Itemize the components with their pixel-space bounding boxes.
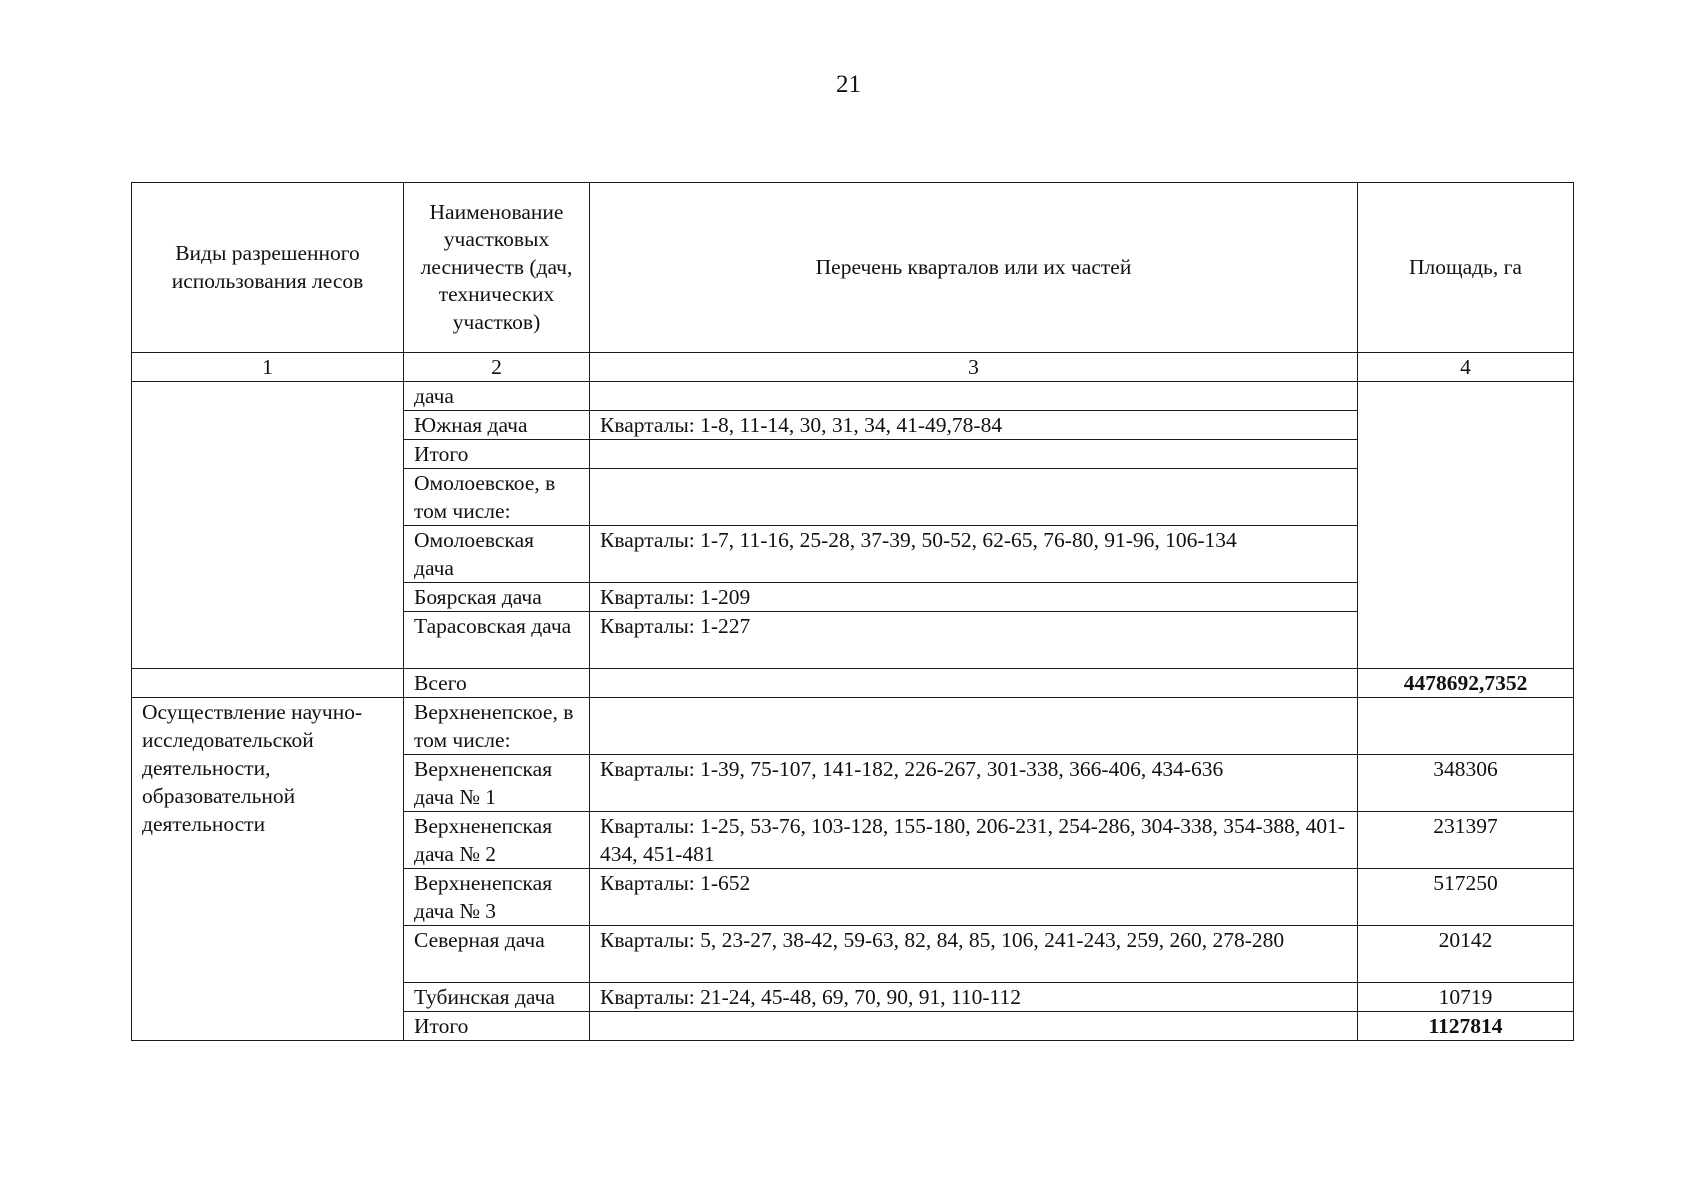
subtotal-label: Итого [404, 1012, 590, 1041]
use-type-cell [132, 669, 404, 698]
quarters-cell: Кварталы: 5, 23-27, 38-42, 59-63, 82, 84, 85, 106, 241-243, 259, 260, 278-280 [590, 926, 1358, 983]
quarters-cell: Кварталы: 1-652 [590, 869, 1358, 926]
quarters-cell [590, 669, 1358, 698]
quarters-cell: Кварталы: 1-39, 75-107, 141-182, 226-267, 301-338, 366-406, 434-636 [590, 755, 1358, 812]
quarters-cell: Кварталы: 1-227 [590, 612, 1358, 669]
table-row [132, 698, 1574, 755]
total-label: Всего [404, 669, 590, 698]
area-cell: 348306 [1358, 755, 1574, 812]
quarters-cell [590, 1012, 1358, 1041]
quarters-cell [590, 698, 1358, 755]
forestry-name-cell: Тарасовская дача [404, 612, 590, 669]
forestry-name-cell: дача [404, 382, 590, 411]
quarters-cell: Кварталы: 1-7, 11-16, 25-28, 37-39, 50-52, 62-65, 76-80, 91-96, 106-134 [590, 526, 1358, 583]
column-number: 1 [132, 353, 404, 382]
quarters-cell: Кварталы: 1-8, 11-14, 30, 31, 34, 41-49,78-84 [590, 411, 1358, 440]
quarters-cell: Кварталы: 1-25, 53-76, 103-128, 155-180, 206-231, 254-286, 304-338, 354-388, 401-434, 451-481 [590, 812, 1358, 869]
total-row [132, 669, 1574, 698]
forestry-name-cell: Верхненепское, в том числе: [404, 698, 590, 755]
subtotal-area-value: 1127814 [1358, 1012, 1574, 1041]
use-type-cell: Осуществление научно-исследовательской деятельности, образовательной деятельности [132, 698, 404, 1041]
forestry-name-cell: Боярская дача [404, 583, 590, 612]
area-cell: 20142 [1358, 926, 1574, 983]
forestry-name-cell: Верхненепская дача № 3 [404, 869, 590, 926]
area-cell [1358, 382, 1574, 669]
forest-use-table [131, 182, 1574, 1041]
use-type-cell [132, 382, 404, 669]
area-cell: 231397 [1358, 812, 1574, 869]
area-cell [1358, 698, 1574, 755]
subtotal-label: Итого [404, 440, 590, 469]
column-number: 2 [404, 353, 590, 382]
forestry-name-cell: Верхненепская дача № 1 [404, 755, 590, 812]
quarters-cell [590, 440, 1358, 469]
table-header-row [132, 183, 1574, 353]
forestry-name-cell: Омолоевская дача [404, 526, 590, 583]
column-number: 4 [1358, 353, 1574, 382]
forestry-name-cell: Тубинская дача [404, 983, 590, 1012]
page-number: 21 [836, 71, 861, 98]
forestry-name-cell: Северная дача [404, 926, 590, 983]
quarters-cell: Кварталы: 21-24, 45-48, 69, 70, 90, 91, 110-112 [590, 983, 1358, 1012]
header-area: Площадь, га [1358, 183, 1574, 353]
area-cell: 517250 [1358, 869, 1574, 926]
column-numbers-row [132, 353, 1574, 382]
forestry-name-cell: Верхненепская дача № 2 [404, 812, 590, 869]
total-area-value: 4478692,7352 [1358, 669, 1574, 698]
header-forestry-name: Наименование участковых лесничеств (дач, технических участков) [404, 183, 590, 353]
forestry-name-cell: Южная дача [404, 411, 590, 440]
quarters-cell [590, 469, 1358, 526]
area-cell: 10719 [1358, 983, 1574, 1012]
header-quarters-list: Перечень кварталов или их частей [590, 183, 1358, 353]
table-row [132, 382, 1574, 411]
header-use-type: Виды разрешенного использования лесов [132, 183, 404, 353]
quarters-cell [590, 382, 1358, 411]
forestry-name-cell: Омолоевское, в том числе: [404, 469, 590, 526]
column-number: 3 [590, 353, 1358, 382]
quarters-cell: Кварталы: 1-209 [590, 583, 1358, 612]
